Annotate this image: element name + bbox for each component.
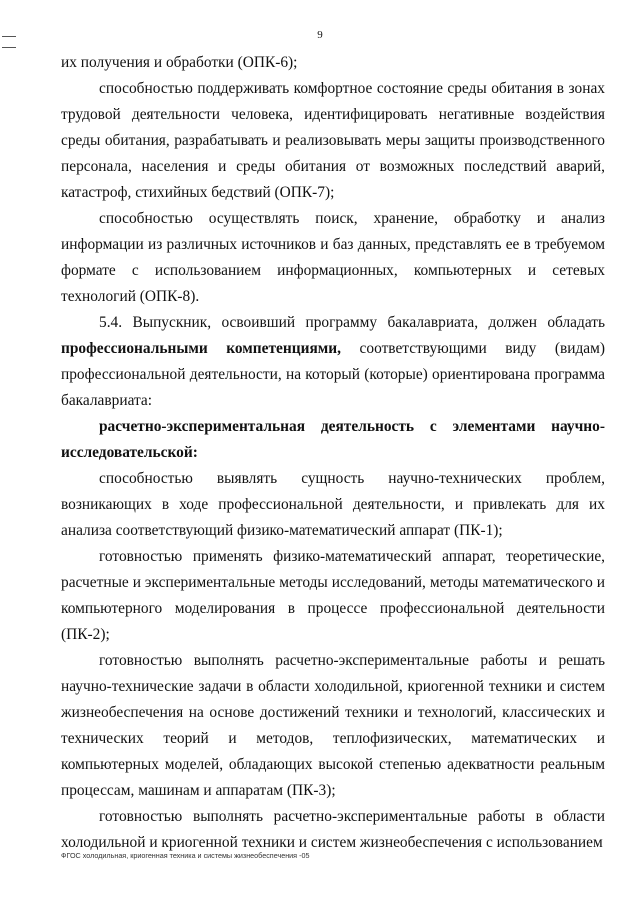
section-5-4-bold-term: профессиональными компетенциями, bbox=[61, 340, 342, 357]
paragraph-pk-3: готовностью выполнять расчетно-экспериментальные работы и решать научно-технические задачи в области холодильной, криогенной техники и систем жизнеобеспечения на основе достижений техники и технологий, классических и технических теорий и методов, теплофизических, математических и компьютерных моделей, обладающих высокой степенью адекватности реальным процессам, машинам и аппаратам (ПК-3); bbox=[61, 652, 605, 799]
paragraph-opk-7: способностью поддерживать комфортное состояние среды обитания в зонах трудовой деятельности человека, идентифицировать негативные воздействия среды обитания, разрабатывать и реализовывать меры защиты производственного персонала, населения и среды обитания от возможных последствий аварий, катастроф, стихийных бедствий (ОПК-7); bbox=[61, 80, 605, 201]
page-number: 9 bbox=[317, 29, 323, 41]
scan-margin-mark bbox=[2, 47, 16, 48]
page-footer: ФГОС холодильная, криогенная техника и системы жизнеобеспечения -05 bbox=[61, 851, 310, 860]
paragraph-pk-4-start: готовностью выполнять расчетно-экспериментальные работы в области холодильной и криогенной техники и систем жизнеобеспечения с использованием bbox=[61, 808, 605, 851]
paragraph-continuation: их получения и обработки (ОПК-6); bbox=[61, 54, 298, 71]
section-5-4-paragraph bbox=[61, 310, 605, 414]
section-5-4-intro: 5.4. Выпускник, освоивший программу бакалавриата, должен обладать bbox=[99, 314, 605, 331]
document-body bbox=[61, 50, 605, 856]
paragraph-pk-2: готовностью применять физико-математический аппарат, теоретические, расчетные и экспериментальные методы исследований, методы математического и компьютерного моделирования в процессе профессиональной деятельности (ПК-2); bbox=[61, 548, 605, 643]
paragraph-opk-8: способностью осуществлять поиск, хранение, обработку и анализ информации из различных источников и баз данных, представлять ее в требуемом формате с использованием информационных, компьютерных и сетевых технологий (ОПК-8). bbox=[61, 210, 605, 305]
paragraph-pk-1: способностью выявлять сущность научно-технических проблем, возникающих в ходе профессиональной деятельности, и привлекать для их анализа соответствующий физико-математический аппарат (ПК-1); bbox=[61, 470, 605, 539]
section-5-4-rest: соответствующими виду (видам) профессиональной деятельности, на который (которые) ориентирована программа бакалавриата: bbox=[61, 340, 605, 409]
activity-heading-text: расчетно-экспериментальная деятельность с элементами научно-исследовательской: bbox=[61, 418, 605, 461]
activity-heading bbox=[61, 414, 605, 466]
